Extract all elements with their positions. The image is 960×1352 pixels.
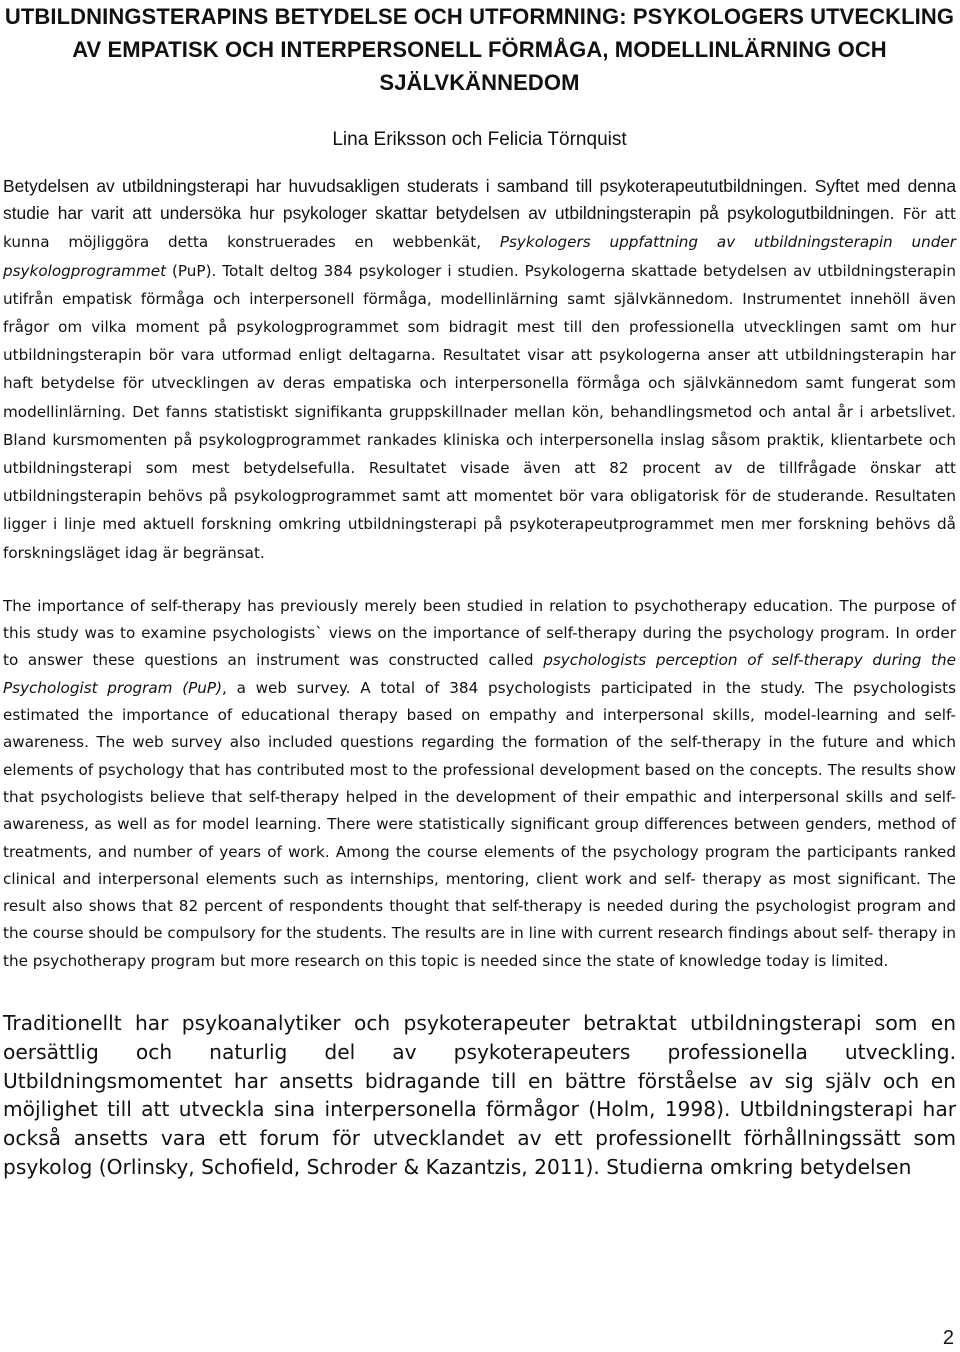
authors: Lina Eriksson och Felicia Törnquist <box>332 129 627 150</box>
page-number: 2 <box>942 1327 954 1349</box>
abstract-en-part2: , a web survey. A total of 384 psychologists participated in the study. The psychologists estimated the importance of educational therapy based on empathy and interpersonal skills, model-learning and self-awareness. The web survey also included questions regarding the formation of the self-therapy in the future and which elements of psychology that has contributed most to the professional development based on the concepts. The results show that psychologists believe that self-therapy helped in the development of their empathic and interpersonal skills and self-awareness, as well as for model learning. There were statistically significant group differences between genders, method of treatments, and number of years of work. Among the course elements of the psychology program the participants ranked clinical and interpersonal elements such as internships, mentoring, client work and self- therapy as most significant. The result also shows that 82 percent of respondents thought that self-therapy is needed during the psychologist program and the course should be compulsory for the students. The results are in line with current research findings about self- therapy in the psychotherapy program but more research on this topic is needed since the state of knowledge today is limited. <box>3 678 956 970</box>
title-line-1: UTBILDNINGSTERAPINS BETYDELSE OCH UTFORMNING: PSYKOLOGERS UTVECKLING <box>4 4 955 29</box>
abstract-sv-part2a: För att kunna möjliggöra detta konstruerades en webbenkät, <box>3 205 956 252</box>
survey-name-en: psychologists perception of self-therapy during the Psychologist program (PuP) <box>3 651 956 697</box>
document-page <box>3 0 956 1182</box>
abstract-english <box>3 593 956 975</box>
paper-title <box>3 0 956 99</box>
abstract-sv-part2 <box>3 205 956 561</box>
body-paragraph: Traditionellt har psykoanalytiker och psykoterapeuter betraktat utbildningsterapi som en oersättlig och naturlig del av psykoterapeuters professionella utveckling. Utbildningsmomentet har ansetts bidragande till en bättre förståelse av sig själv och en möjlighet till att utveckla sina interpersonella förmågor (Holm, 1998). Utbildningsterapi har också ansetts vara ett forum för utvecklandet av ett professionellt förhållningssätt som psykolog (Orlinsky, Schofield, Schroder & Kazantzis, 2011). Studierna omkring betydelsen <box>3 1011 956 1179</box>
survey-name-sv: Psykologers uppfattning av utbildningsterapin under psykologprogrammet <box>3 233 956 280</box>
abstract-swedish <box>3 173 956 567</box>
abstract-sv-part2b: (PuP). Totalt deltog 384 psykologer i studien. Psykologerna skattade betydelsen av utbildningsterapin utifrån empatisk förmåga och interpersonell förmåga, modellinlärning samt självkännedom. Instrumentet innehöll även frågor om vilka moment på psykologprogrammet som bidragit mest till den professionella utvecklingen samt om hur utbildningsterapin bör vara utformad enligt deltagarna. Resultatet visar att psykologerna anser att utbildningsterapin har haft betydelse för utvecklingen av deras empatiska och interpersonella förmåga och självkännedom samt fungerat som modellinlärning. Det fanns statistiskt signifikanta gruppskillnader mellan kön, behandlingsmetod och antal år i arbetslivet. Bland kursmomenten på psykologprogrammet rankades kliniska och interpersonella inslag såsom praktik, klientarbete och utbildningsterapi som mest betydelsefulla. Resultatet visade även att 82 procent av de tillfrågade önskar att utbildningsterapin behövs på psykologprogrammet samt att momentet bör vara obligatorisk för de studerande. Resultaten ligger i linje med aktuell forskning omkring utbildningsterapi på psykoterapeutprogrammet men mer forskning behövs då forskningsläget idag är begränsat. <box>3 261 956 562</box>
abstract-en-part1: The importance of self-therapy has previously merely been studied in relation to psychotherapy education. The purpose of this study was to examine psychologists` views on the importance of self-therapy during the psychology program. In order to answer these questions an instrument was constructed called <box>3 596 956 670</box>
title-line-3: SJÄLVKÄNNEDOM <box>379 70 580 95</box>
title-line-2: AV EMPATISK OCH INTERPERSONELL FÖRMÅGA, MODELLINLÄRNING OCH <box>72 37 887 62</box>
abstract-sv-part1: Betydelsen av utbildningsterapi har huvudsakligen studerats i samband till psykoterapeututbildningen. Syftet med denna studie har varit att undersöka hur psykologer skattar betydelsen av utbildningsterapin på psykologutbildningen. <box>3 176 956 224</box>
